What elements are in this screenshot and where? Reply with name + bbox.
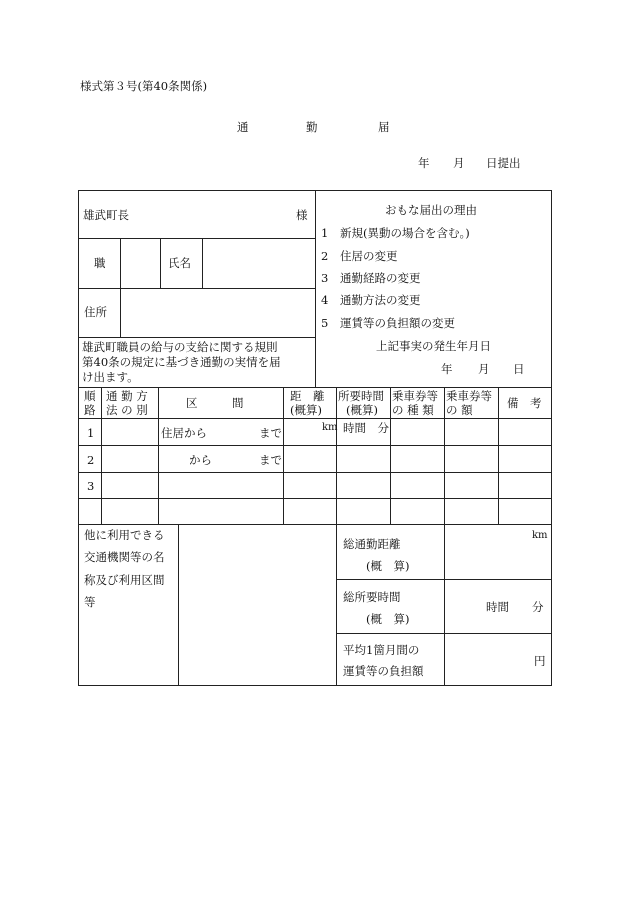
avg-fare-unit: 円 xyxy=(534,654,546,668)
row-1-num: 1 xyxy=(87,426,95,440)
addressee-name: 雄武町長 xyxy=(83,208,129,222)
occurrence-month: 月 xyxy=(478,362,490,376)
declaration-line-3: け出ます。 xyxy=(82,370,139,384)
header-pass-amount-2: の 額 xyxy=(446,403,473,417)
submit-year: 年 xyxy=(418,156,430,170)
header-order-1: 順 xyxy=(84,389,96,403)
reason-text-4: 通勤方法の変更 xyxy=(340,293,421,307)
header-method-1: 通 勤 方 xyxy=(106,389,148,403)
addressee-honorific: 様 xyxy=(296,208,308,222)
submit-month: 月 xyxy=(453,156,465,170)
other-transport-line-4: 等 xyxy=(84,595,96,609)
other-transport-line-1: 他に利用できる xyxy=(84,528,165,542)
row-2-num: 2 xyxy=(87,453,95,467)
total-distance-sub: (概 算) xyxy=(366,559,410,573)
row-2-from: から xyxy=(189,453,212,467)
total-time-units: 時間 分 xyxy=(486,600,544,614)
reason-num-2: 2 xyxy=(321,249,329,263)
occurrence-day: 日 xyxy=(513,362,525,376)
total-time-sub: (概 算) xyxy=(366,612,410,626)
row-3-num: 3 xyxy=(87,479,95,493)
address-label: 住所 xyxy=(84,305,107,319)
row-1-from: 住居から xyxy=(161,426,207,440)
total-distance-unit: km xyxy=(532,530,548,541)
reason-num-3: 3 xyxy=(321,271,329,285)
occurrence-label: 上記事実の発生年月日 xyxy=(376,339,491,353)
header-method-2: 法 の 別 xyxy=(106,403,148,417)
reason-num-4: 4 xyxy=(321,293,329,307)
title-char-2: 勤 xyxy=(306,120,318,134)
reason-text-3: 通勤経路の変更 xyxy=(340,271,421,285)
row-1-to: まで xyxy=(259,426,282,440)
reason-text-5: 運賃等の負担額の変更 xyxy=(340,316,455,330)
position-label: 職 xyxy=(94,256,106,270)
header-distance-2: (概算) xyxy=(290,403,322,417)
total-time-label: 総所要時間 xyxy=(343,590,401,604)
header-section: 区 間 xyxy=(186,396,244,410)
title-char-3: 届 xyxy=(378,120,390,134)
header-remarks: 備 考 xyxy=(507,396,542,410)
reason-num-5: 5 xyxy=(321,316,329,330)
reason-text-2: 住居の変更 xyxy=(340,249,398,263)
header-time-2: (概算) xyxy=(346,403,378,417)
other-transport-line-3: 称及び利用区間 xyxy=(84,573,165,587)
reason-text-1: 新規(異動の場合を含む。) xyxy=(340,226,470,240)
header-time-1: 所要時間 xyxy=(338,389,384,403)
form-number: 様式第３号(第40条関係) xyxy=(80,79,208,93)
row-1-distance-unit: km xyxy=(322,422,338,433)
header-pass-type-1: 乗車券等 xyxy=(392,389,438,403)
avg-fare-label-1: 平均1箇月間の xyxy=(343,643,420,657)
header-distance-1: 距 離 xyxy=(290,389,325,403)
top-divider xyxy=(315,190,316,387)
other-transport-line-2: 交通機関等の名 xyxy=(84,550,165,564)
avg-fare-label-2: 運賃等の負担額 xyxy=(343,664,424,678)
occurrence-year: 年 xyxy=(441,362,453,376)
total-distance-label: 総通勤距離 xyxy=(343,537,401,551)
declaration-line-2: 第40条の規定に基づき通勤の実情を届 xyxy=(82,355,281,369)
title-char-1: 通 xyxy=(237,120,249,134)
header-pass-amount-1: 乗車券等 xyxy=(446,389,492,403)
reasons-heading: おもな届出の理由 xyxy=(385,203,477,217)
name-label: 氏名 xyxy=(168,256,191,270)
header-order-2: 路 xyxy=(84,403,96,417)
row-2-to: まで xyxy=(259,453,282,467)
submit-day: 日提出 xyxy=(486,156,521,170)
reason-num-1: 1 xyxy=(321,226,329,240)
header-pass-type-2: の 種 類 xyxy=(392,403,434,417)
declaration-line-1: 雄武町職員の給与の支給に関する規則 xyxy=(82,340,278,354)
row-1-time-units: 時間 分 xyxy=(343,421,389,435)
